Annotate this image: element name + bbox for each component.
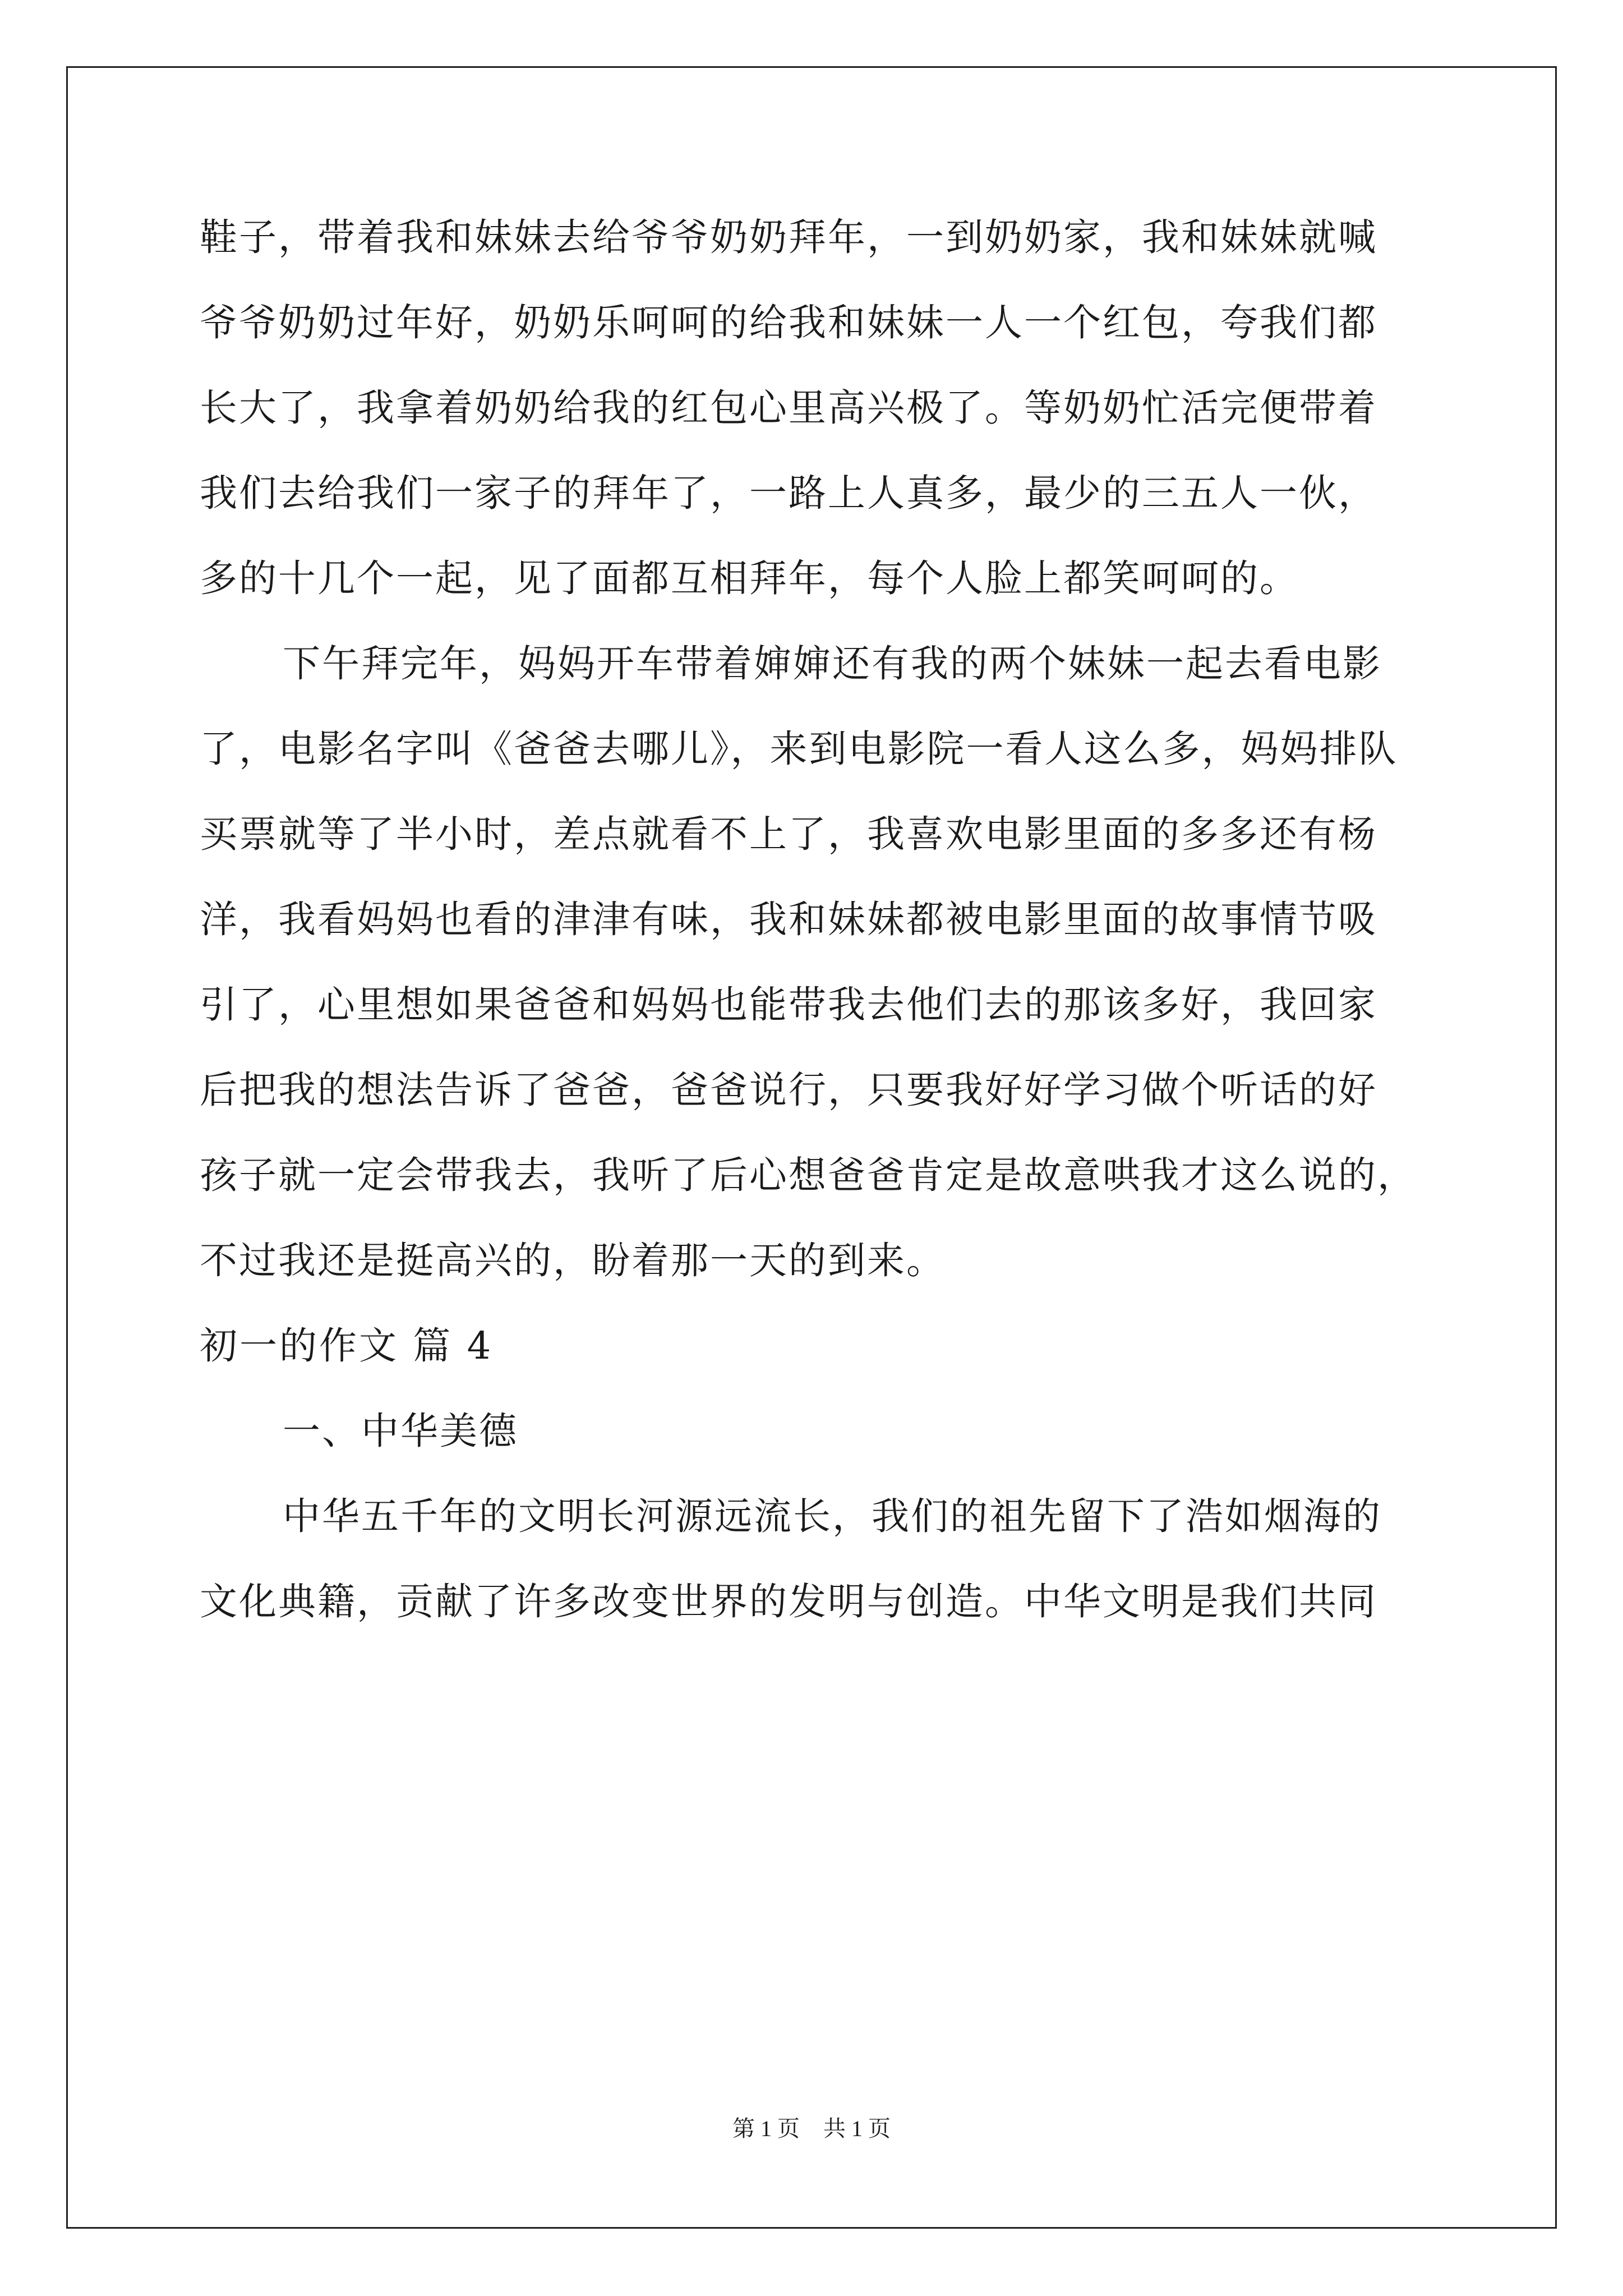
page-footer	[0, 2115, 1623, 2143]
text-line: 引了，心里想如果爸爸和妈妈也能带我去他们去的那该多好，我回家	[200, 983, 1377, 1027]
text-line: 了，电影名字叫《爸爸去哪儿》，来到电影院一看人这么多，妈妈排队	[200, 727, 1398, 771]
text-line: 鞋子，带着我和妹妹去给爷爷奶奶拜年，一到奶奶家，我和妹妹就喊	[200, 215, 1377, 259]
text-line: 文化典籍，贡献了许多改变世界的发明与创造。中华文明是我们共同	[200, 1580, 1377, 1623]
text-line: 后把我的想法告诉了爸爸，爸爸说行，只要我好好学习做个听话的好	[200, 1068, 1377, 1112]
subsection-heading: 一、中华美德	[283, 1409, 518, 1453]
text-line: 买票就等了半小时，差点就看不上了，我喜欢电影里面的多多还有杨	[200, 812, 1377, 856]
document-body	[200, 216, 1484, 1665]
section-heading: 初一的作文 篇 4	[200, 1324, 494, 1368]
page-number: 第 1 页	[732, 2116, 800, 2141]
text-line: 不过我还是挺高兴的，盼着那一天的到来。	[200, 1239, 946, 1282]
page-total: 共 1 页	[823, 2116, 891, 2141]
text-line: 多的十几个一起，见了面都互相拜年，每个人脸上都笑呵呵的。	[200, 556, 1299, 600]
paragraph-start-line: 中华五千年的文明长河源远流长，我们的祖先留下了浩如烟海的	[283, 1494, 1382, 1538]
text-line: 爷爷奶奶过年好，奶奶乐呵呵的给我和妹妹一人一个红包，夸我们都	[200, 301, 1377, 344]
text-line: 孩子就一定会带我去，我听了后心想爸爸肯定是故意哄我才这么说的，	[200, 1153, 1417, 1197]
text-line: 长大了，我拿着奶奶给我的红包心里高兴极了。等奶奶忙活完便带着	[200, 386, 1377, 430]
paragraph-start-line: 下午拜完年，妈妈开车带着婶婶还有我的两个妹妹一起去看电影	[283, 642, 1382, 685]
text-line: 洋，我看妈妈也看的津津有味，我和妹妹都被电影里面的故事情节吸	[200, 898, 1377, 941]
text-line: 我们去给我们一家子的拜年了，一路上人真多，最少的三五人一伙，	[200, 471, 1377, 515]
